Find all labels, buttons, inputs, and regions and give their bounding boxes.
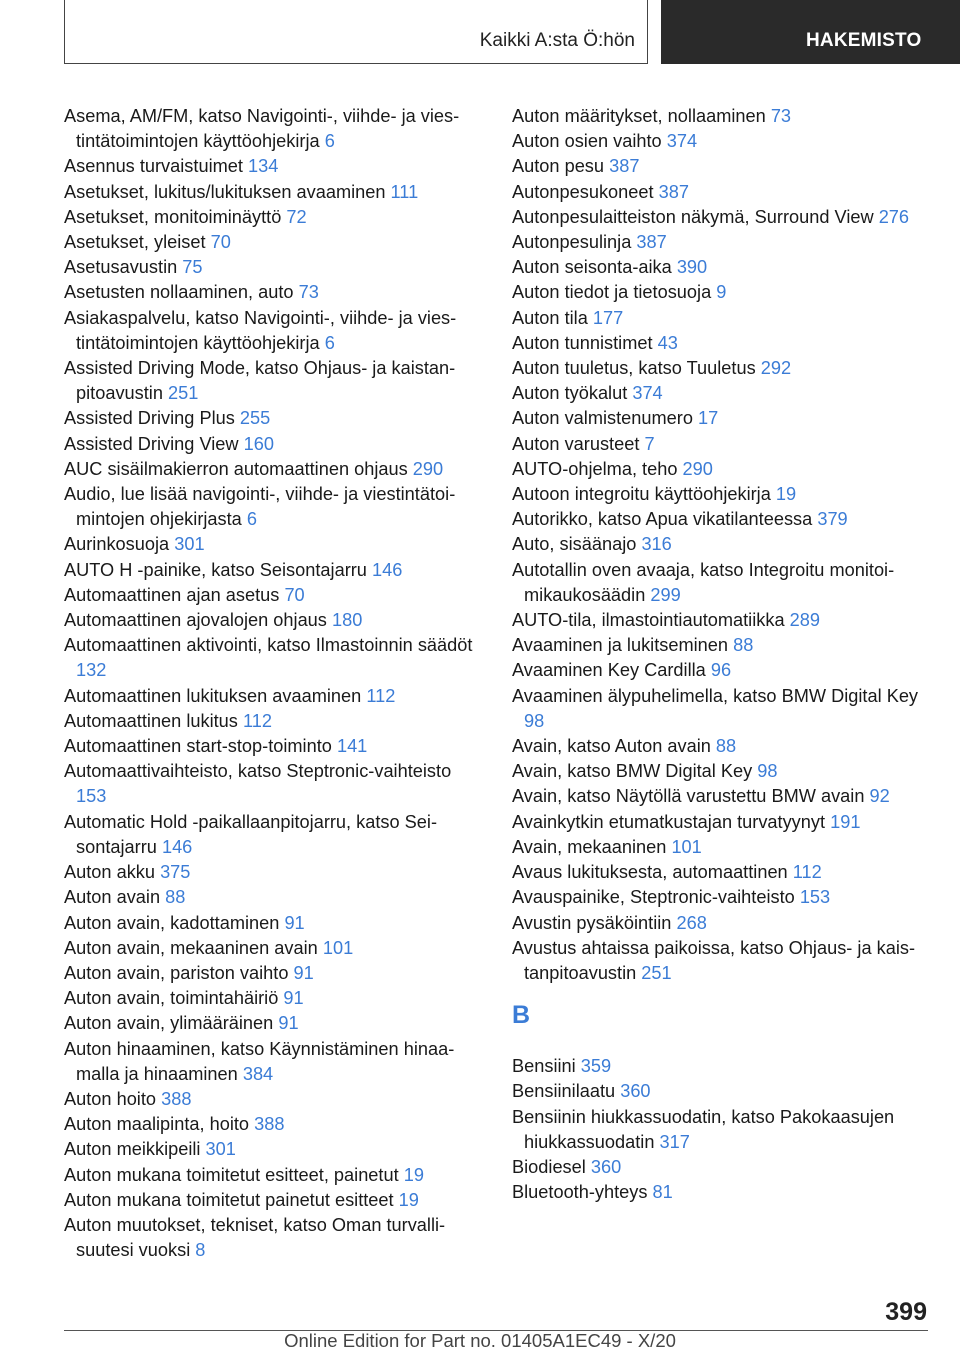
index-entry xyxy=(64,180,484,205)
index-entry-page-link[interactable]: 387 xyxy=(609,156,640,177)
index-entry xyxy=(512,381,932,406)
index-entry-page-link[interactable]: 290 xyxy=(682,458,713,479)
index-entry-text: Auton tiedot ja tietosuoja xyxy=(512,282,712,303)
index-entry xyxy=(64,1163,484,1188)
index-entry-page-link[interactable]: 17 xyxy=(698,408,719,429)
index-entry-text: Automaattinen start-stop-toiminto xyxy=(64,736,332,757)
index-entry xyxy=(512,154,932,179)
index-entry-page-link[interactable]: 251 xyxy=(168,383,199,404)
index-entry xyxy=(64,759,484,809)
index-entry-text: Bensiini xyxy=(512,1056,576,1077)
index-entry-text: Assisted Driving Plus xyxy=(64,408,235,429)
index-entry-page-link[interactable]: 88 xyxy=(715,736,737,757)
index-entry-text: Avaaminen älypuhelimella, katso BMW Digital Key xyxy=(512,685,919,706)
index-entry xyxy=(64,154,484,179)
index-entry-page-link[interactable]: 153 xyxy=(76,786,107,807)
index-entry-text: AUTO-tila, ilmastointiautomatiikka xyxy=(512,610,785,631)
index-entry-text: Avaaminen Key Cardilla xyxy=(512,660,706,681)
index-entry-page-link[interactable]: 387 xyxy=(658,181,689,202)
index-entry-text: Avustus ahtaissa paikoissa, katso Ohjaus- ja kaistanpitoavustin xyxy=(512,937,916,983)
index-entry-page-link[interactable]: 101 xyxy=(671,836,702,857)
index-entry-text: AUC sisäilmakierron automaattinen ohjaus xyxy=(64,458,408,479)
index-entry-text: Auton meikkipeili xyxy=(64,1139,201,1160)
index-entry xyxy=(64,961,484,986)
index-entry-text: Autonpesukoneet xyxy=(512,181,654,202)
index-entry-page-link[interactable]: 7 xyxy=(644,433,655,454)
index-entry xyxy=(512,482,932,507)
index-entry xyxy=(64,860,484,885)
index-entry-page-link[interactable]: 375 xyxy=(160,862,191,883)
index-entry-text: Biodiesel xyxy=(512,1156,586,1177)
index-entry-page-link[interactable]: 141 xyxy=(336,736,368,757)
index-entry-page-link[interactable]: 374 xyxy=(666,131,698,152)
index-entry xyxy=(512,1105,932,1155)
index-entry-text: Aurinkosuoja xyxy=(64,534,170,555)
index-entry-text: Auton tila xyxy=(512,307,588,328)
index-entry-text: AUTO-ohjelma, teho xyxy=(512,458,678,479)
index-entry-text: Asetusten nollaaminen, auto xyxy=(64,282,294,303)
index-entry-page-link[interactable]: 19 xyxy=(775,484,797,505)
index-column-left xyxy=(64,104,484,1263)
index-entry xyxy=(64,432,484,457)
index-entry xyxy=(64,1011,484,1036)
index-entry-page-link[interactable]: 374 xyxy=(632,383,663,404)
index-entry-text: Auton maalipinta, hoito xyxy=(64,1114,250,1135)
index-entry xyxy=(512,306,932,331)
index-entry xyxy=(64,709,484,734)
index-entry-page-link[interactable]: 88 xyxy=(165,887,186,908)
index-entry-text: Autotallin oven avaaja, katso Integroitu monitoimikaukosäädin xyxy=(512,559,895,605)
index-entry xyxy=(512,432,932,457)
index-entry-page-link[interactable]: 132 xyxy=(76,660,107,681)
index-entry xyxy=(512,180,932,205)
index-entry-page-link[interactable]: 180 xyxy=(331,610,363,631)
index-entry xyxy=(64,885,484,910)
index-entry-text: Avainkytkin etumatkustajan turvatyynyt xyxy=(512,811,826,832)
index-entry-text: Auton pesu xyxy=(512,156,605,177)
index-group-a xyxy=(512,104,932,986)
index-entry-text: Asetukset, yleiset xyxy=(64,232,206,253)
index-entry-text: Avain, katso BMW Digital Key xyxy=(512,761,753,782)
index-entry-page-link[interactable]: 88 xyxy=(733,635,754,656)
index-entry xyxy=(512,507,932,532)
index-entry-text: Assisted Driving View xyxy=(64,433,239,454)
index-entry-text: Auto, sisäänajo xyxy=(512,534,637,555)
index-entry xyxy=(64,911,484,936)
index-entry-page-link[interactable]: 146 xyxy=(161,836,193,857)
index-entry-page-link[interactable]: 98 xyxy=(757,761,778,782)
index-entry-page-link[interactable]: 390 xyxy=(676,257,708,278)
index-entry-text: Avustin pysäköintiin xyxy=(512,912,672,933)
index-entry-page-link[interactable]: 8 xyxy=(195,1240,206,1261)
index-entry-text: Autorikko, katso Apua vikatilanteessa xyxy=(512,509,813,530)
index-entry-text: Avaus lukituksesta, automaattinen xyxy=(512,862,788,883)
index-entry-page-link[interactable]: 98 xyxy=(524,710,545,731)
index-entry xyxy=(64,356,484,406)
index-entry xyxy=(64,1112,484,1137)
index-entry-page-link[interactable]: 19 xyxy=(398,1189,419,1210)
index-entry-text: Avain, mekaaninen xyxy=(512,836,667,857)
index-entry xyxy=(64,532,484,557)
index-entry xyxy=(512,784,932,809)
index-entry xyxy=(512,1180,932,1205)
index-entry xyxy=(512,734,932,759)
index-entry xyxy=(512,331,932,356)
index-entry xyxy=(64,406,484,431)
index-entry xyxy=(64,104,484,154)
index-entry xyxy=(64,936,484,961)
index-entry-page-link[interactable]: 6 xyxy=(246,509,257,530)
index-entry xyxy=(64,306,484,356)
index-entry xyxy=(512,280,932,305)
index-entry xyxy=(512,658,932,683)
index-entry xyxy=(512,835,932,860)
index-entry xyxy=(64,482,484,532)
index-entry-page-link[interactable]: 160 xyxy=(243,433,274,454)
index-entry-page-link[interactable]: 91 xyxy=(283,988,304,1009)
index-entry-text: Automatic Hold -paikallaanpitojarru, katso Seisontajarru xyxy=(64,811,438,857)
index-entry-text: Auton seisonta-aika xyxy=(512,257,672,278)
index-entry-page-link[interactable]: 101 xyxy=(322,937,354,958)
index-entry xyxy=(64,1213,484,1263)
index-entry-page-link[interactable]: 112 xyxy=(242,710,272,731)
index-entry-page-link[interactable]: 111 xyxy=(390,181,419,202)
index-entry-page-link[interactable]: 91 xyxy=(293,962,314,983)
index-entry xyxy=(64,280,484,305)
index-entry xyxy=(64,558,484,583)
index-entry-text: Avain, katso Auton avain xyxy=(512,736,711,757)
index-entry xyxy=(512,356,932,381)
index-entry-page-link[interactable]: 146 xyxy=(371,559,403,580)
index-entry-text: Auton tuuletus, katso Tuuletus xyxy=(512,358,756,379)
index-entry-text: Avaaminen ja lukitseminen xyxy=(512,635,729,656)
index-entry-page-link[interactable]: 73 xyxy=(770,106,792,126)
index-entry-text: Auton määritykset, nollaaminen xyxy=(512,106,766,126)
index-entry xyxy=(64,684,484,709)
index-entry xyxy=(512,129,932,154)
index-entry-page-link[interactable]: 134 xyxy=(248,156,279,177)
index-entry-text: Auton mukana toimitetut esitteet, painetut xyxy=(64,1164,399,1185)
index-entry-page-link[interactable]: 379 xyxy=(817,509,848,530)
index-entry-text: Automaattinen aktivointi, katso Ilmastoinnin säädöt xyxy=(64,635,473,656)
index-entry-page-link[interactable]: 289 xyxy=(789,610,820,631)
index-column-right xyxy=(512,104,932,1205)
index-entry-text: Autonpesulinja xyxy=(512,232,632,253)
index-entry-text: Auton avain, toimintahäiriö xyxy=(64,988,279,1009)
index-entry xyxy=(512,457,932,482)
index-entry xyxy=(64,1087,484,1112)
index-entry xyxy=(512,205,932,230)
index-entry-page-link[interactable]: 276 xyxy=(878,206,910,227)
index-entry xyxy=(64,255,484,280)
index-entry-page-link[interactable]: 91 xyxy=(284,912,305,933)
index-entry xyxy=(64,1037,484,1087)
index-entry-text: Auton muutokset, tekniset, katso Oman turvallisuutesi vuoksi xyxy=(64,1214,446,1261)
index-entry-text: Auton avain, ylimääräinen xyxy=(64,1013,274,1034)
index-entry xyxy=(512,532,932,557)
index-entry-page-link[interactable]: 9 xyxy=(716,282,727,303)
index-entry-page-link[interactable]: 70 xyxy=(210,232,231,253)
index-entry-page-link[interactable]: 6 xyxy=(324,332,335,353)
index-entry-page-link[interactable]: 153 xyxy=(799,887,831,908)
index-entry-text: Asetukset, monitoiminäyttö xyxy=(64,206,282,227)
index-entry xyxy=(64,986,484,1011)
index-entry xyxy=(64,457,484,482)
index-entry-text: Automaattinen ajovalojen ohjaus xyxy=(64,610,327,631)
index-entry-text: Asiakaspalvelu, katso Navigointi-, viihde- ja viestintätoimintojen käyttöohjekirja xyxy=(64,307,457,353)
index-entry-text: Auton tunnistimet xyxy=(512,332,653,353)
index-entry-text: Auton varusteet xyxy=(512,433,640,454)
index-entry-text: Auton avain, kadottaminen xyxy=(64,912,280,933)
index-entry-page-link[interactable]: 177 xyxy=(592,307,624,328)
index-entry xyxy=(512,1079,932,1104)
index-entry-page-link[interactable]: 292 xyxy=(760,358,792,379)
index-entry-text: Auton avain, pariston vaihto xyxy=(64,962,289,983)
index-entry-page-link[interactable]: 112 xyxy=(792,862,822,883)
index-entry xyxy=(512,885,932,910)
index-entry-text: Asetukset, lukitus/lukituksen avaaminen xyxy=(64,181,386,202)
index-entry-page-link[interactable]: 73 xyxy=(298,282,319,303)
header-tab-label: HAKEMISTO xyxy=(806,30,922,51)
index-entry-page-link[interactable]: 299 xyxy=(650,584,681,605)
index-entry-page-link[interactable]: 359 xyxy=(580,1056,612,1077)
index-entry-text: Audio, lue lisää navigointi-, viihde- ja viestintätoimintojen ohjekirjasta xyxy=(64,484,456,530)
index-entry-page-link[interactable]: 91 xyxy=(278,1013,299,1034)
index-entry-text: Avain, katso Näytöllä varustettu BMW avain xyxy=(512,786,865,807)
index-entry xyxy=(64,608,484,633)
index-entry xyxy=(512,860,932,885)
index-entry-page-link[interactable]: 251 xyxy=(641,962,672,983)
index-entry-page-link[interactable]: 387 xyxy=(636,232,667,253)
index-entry xyxy=(512,406,932,431)
index-entry-text: Bensiinin hiukkassuodatin, katso Pakokaasujen hiukkassuodatin xyxy=(512,1106,895,1152)
index-entry-text: Bluetooth-yhteys xyxy=(512,1182,648,1203)
index-entry xyxy=(64,734,484,759)
index-entry-text: Auton akku xyxy=(64,862,155,883)
index-entry-text: Auton työkalut xyxy=(512,383,628,404)
index-entry-text: Asetusavustin xyxy=(64,257,178,278)
index-entry-page-link[interactable]: 191 xyxy=(830,811,861,832)
index-entry-text: Automaattinen lukituksen avaaminen xyxy=(64,685,362,706)
index-entry-page-link[interactable]: 255 xyxy=(239,408,271,429)
index-entry-page-link[interactable]: 96 xyxy=(710,660,732,681)
index-entry-page-link[interactable]: 19 xyxy=(403,1164,424,1185)
index-entry xyxy=(64,205,484,230)
index-entry-text: Autoon integroitu käyttöohjekirja xyxy=(512,484,771,505)
index-entry-text: Automaattivaihteisto, katso Steptronic-vaihteisto xyxy=(64,761,452,782)
header-tab[interactable] xyxy=(661,0,960,64)
index-entry xyxy=(512,104,932,129)
index-entry-text: Auton avain, mekaaninen avain xyxy=(64,937,318,958)
index-entry-page-link[interactable]: 43 xyxy=(657,332,678,353)
index-entry xyxy=(64,1188,484,1213)
index-entry-page-link[interactable]: 301 xyxy=(174,534,205,555)
index-entry xyxy=(512,936,932,986)
index-entry xyxy=(512,230,932,255)
page-number: 399 xyxy=(885,1298,927,1326)
index-entry-text: Avauspainike, Steptronic-vaihteisto xyxy=(512,887,795,908)
index-entry xyxy=(512,1054,932,1079)
index-entry-page-link[interactable]: 112 xyxy=(366,685,396,706)
index-entry-page-link[interactable]: 388 xyxy=(254,1114,285,1135)
index-entry-text: Auton mukana toimitetut painetut esitteet xyxy=(64,1189,394,1210)
index-entry-text: Assisted Driving Mode, katso Ohjaus- ja kaistanpitoavustin xyxy=(64,358,456,404)
index-entry xyxy=(64,633,484,683)
index-entry-page-link[interactable]: 316 xyxy=(641,534,672,555)
index-entry xyxy=(512,608,932,633)
index-entry-page-link[interactable]: 92 xyxy=(869,786,890,807)
index-entry xyxy=(512,633,932,658)
index-entry-text: Auton hinaaminen, katso Käynnistäminen hinaamalla ja hinaaminen xyxy=(64,1038,455,1084)
index-entry-page-link[interactable]: 72 xyxy=(286,206,307,227)
index-entry-text: Auton hoito xyxy=(64,1088,157,1109)
index-entry-text: Asema, AM/FM, katso Navigointi-, viihde- ja viestintätoimintojen käyttöohjekirja xyxy=(64,106,460,152)
index-entry-text: Auton avain xyxy=(64,887,161,908)
index-entry-page-link[interactable]: 6 xyxy=(324,131,335,152)
footer-edition-text: Online Edition for Part no. 01405A1EC49 - X/20 xyxy=(284,1330,676,1351)
index-entry xyxy=(64,810,484,860)
index-entry-page-link[interactable]: 290 xyxy=(412,458,444,479)
section-letter: B xyxy=(512,1001,531,1030)
index-entry-text: Autonpesulaitteiston näkymä, Surround View xyxy=(512,206,874,227)
index-entry-text: Asennus turvaistuimet xyxy=(64,156,243,177)
index-entry xyxy=(512,911,932,936)
index-entry-text: Auton osien vaihto xyxy=(512,131,662,152)
index-entry-text: AUTO H -painike, katso Seisontajarru xyxy=(64,559,367,580)
index-entry-text: Automaattinen ajan asetus xyxy=(64,584,280,605)
index-entry xyxy=(512,759,932,784)
index-entry xyxy=(512,810,932,835)
index-entry xyxy=(64,230,484,255)
index-entry xyxy=(64,1137,484,1162)
index-entry xyxy=(64,583,484,608)
index-entry xyxy=(512,558,932,608)
index-entry-text: Auton valmistenumero xyxy=(512,408,693,429)
index-entry-page-link[interactable]: 268 xyxy=(676,912,707,933)
index-entry-page-link[interactable]: 384 xyxy=(242,1063,274,1084)
index-entry-page-link[interactable]: 81 xyxy=(652,1182,673,1203)
index-entry-text: Automaattinen lukitus xyxy=(64,710,238,731)
index-entry-page-link[interactable]: 360 xyxy=(590,1156,622,1177)
header-section-label: Kaikki A:sta Ö:hön xyxy=(479,30,635,51)
index-entry-page-link[interactable]: 388 xyxy=(161,1088,192,1109)
index-entry-page-link[interactable]: 360 xyxy=(620,1081,651,1102)
header-section-box xyxy=(64,0,648,64)
index-entry xyxy=(512,684,932,734)
index-group-b xyxy=(512,1054,932,1205)
index-entry-page-link[interactable]: 75 xyxy=(182,257,203,278)
index-entry-page-link[interactable]: 317 xyxy=(659,1131,690,1152)
index-entry-page-link[interactable]: 301 xyxy=(205,1139,236,1160)
index-entry-page-link[interactable]: 70 xyxy=(284,584,305,605)
index-entry xyxy=(512,255,932,280)
index-entry xyxy=(512,1155,932,1180)
index-entry-text: Bensiinilaatu xyxy=(512,1081,616,1102)
